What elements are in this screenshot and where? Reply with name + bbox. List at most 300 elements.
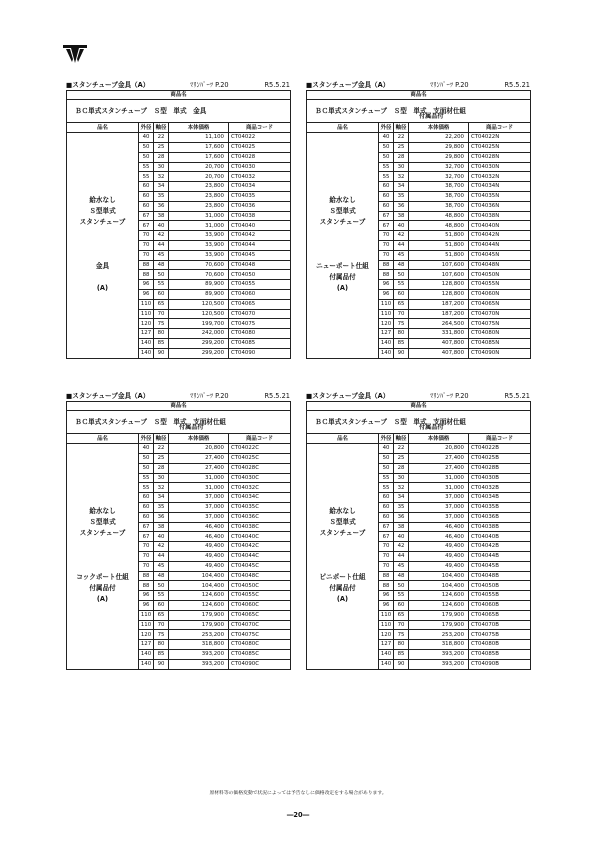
outer-diameter: 140 [379, 659, 394, 669]
description-line [68, 561, 137, 572]
price-section-2 [306, 80, 530, 359]
shaft-diameter: 42 [154, 542, 169, 552]
product-code: CT04034B [469, 493, 531, 503]
section-header [306, 391, 530, 401]
base-price: 46,400 [409, 532, 469, 542]
base-price: 20,700 [169, 162, 229, 172]
shaft-diameter: 22 [394, 133, 409, 143]
description-line: (A) [336, 284, 349, 293]
base-price: 70,600 [169, 260, 229, 270]
base-price: 264,500 [409, 319, 469, 329]
base-price: 27,400 [169, 454, 229, 464]
product-code: CT04042C [229, 542, 291, 552]
outer-diameter: 120 [379, 319, 394, 329]
outer-diameter: 88 [379, 260, 394, 270]
shaft-diameter: 55 [394, 591, 409, 601]
outer-diameter: 110 [379, 299, 394, 309]
outer-diameter: 60 [379, 512, 394, 522]
base-price: 187,200 [409, 299, 469, 309]
shaft-diameter: 30 [394, 473, 409, 483]
outer-diameter: 88 [379, 270, 394, 280]
product-code: CT04038C [229, 522, 291, 532]
base-price: 31,000 [409, 483, 469, 493]
product-code: CT04035 [229, 191, 291, 201]
product-code: CT04025N [469, 143, 531, 153]
shaft-diameter: 70 [394, 620, 409, 630]
product-code: CT04034C [229, 493, 291, 503]
outer-diameter: 120 [139, 319, 154, 329]
description-line [68, 272, 137, 283]
column-header: 外径 [139, 434, 154, 444]
shaft-diameter: 65 [394, 610, 409, 620]
shaft-diameter: 60 [394, 289, 409, 299]
product-code: CT04050N [469, 270, 531, 280]
description-line: Ｓ型単式 [329, 518, 356, 527]
shaft-diameter: 34 [154, 182, 169, 192]
shaft-diameter: 28 [154, 463, 169, 473]
product-code: CT04044C [229, 551, 291, 561]
description-line [68, 539, 137, 550]
outer-diameter: 60 [139, 191, 154, 201]
product-name-label: 商品名 [307, 402, 531, 411]
product-code: CT04025 [229, 143, 291, 153]
product-code: CT04090C [229, 659, 291, 669]
base-price: 38,700 [409, 201, 469, 211]
outer-diameter: 110 [139, 309, 154, 319]
description-line [308, 239, 377, 250]
column-header: 外径 [139, 123, 154, 133]
product-code: CT04028N [469, 152, 531, 162]
description-line [68, 250, 137, 261]
base-price: 27,400 [169, 463, 229, 473]
product-code: CT04045C [229, 561, 291, 571]
product-code: CT04085B [469, 649, 531, 659]
product-code: CT04045 [229, 250, 291, 260]
page-number: ―20― [286, 811, 310, 819]
base-price: 33,900 [169, 231, 229, 241]
shaft-diameter: 90 [394, 659, 409, 669]
product-code: CT04080N [469, 329, 531, 339]
description-line: 付属品付 [329, 273, 356, 282]
product-code: CT04030C [229, 473, 291, 483]
product-code: CT04032N [469, 172, 531, 182]
shaft-diameter: 38 [394, 522, 409, 532]
product-code: CT04035B [469, 502, 531, 512]
description-line: (A) [336, 595, 349, 604]
footer-note: 原材料等の価格変動で状況によっては予告なしに価格改定をする場合があります。 [209, 791, 387, 796]
base-price: 49,400 [169, 561, 229, 571]
price-section-1 [66, 80, 290, 359]
outer-diameter: 60 [379, 201, 394, 211]
product-code: CT04048N [469, 260, 531, 270]
base-price: 49,400 [169, 542, 229, 552]
description-line: 金具 [95, 262, 110, 271]
shaft-diameter: 32 [394, 483, 409, 493]
outer-diameter: 110 [379, 309, 394, 319]
shaft-diameter: 55 [154, 591, 169, 601]
outer-diameter: 40 [379, 133, 394, 143]
product-name [67, 411, 291, 434]
shaft-diameter: 34 [154, 493, 169, 503]
outer-diameter: 70 [139, 542, 154, 552]
product-name [67, 100, 291, 123]
price-table [306, 90, 531, 359]
base-price: 17,600 [169, 143, 229, 153]
product-code: CT04070 [229, 309, 291, 319]
product-code: CT04028C [229, 463, 291, 473]
base-price: 51,800 [409, 250, 469, 260]
product-code: CT04070B [469, 620, 531, 630]
shaft-diameter: 55 [154, 280, 169, 290]
product-name-label: 商品名 [67, 402, 291, 411]
product-code: CT04048C [229, 571, 291, 581]
shaft-diameter: 80 [154, 329, 169, 339]
price-table [306, 401, 531, 670]
base-price: 89,900 [169, 289, 229, 299]
outer-diameter: 55 [379, 172, 394, 182]
description-line: スタンチューブ [79, 529, 126, 538]
section-title: ■スタンチューブ金具（A） [66, 392, 150, 400]
shaft-diameter: 85 [154, 338, 169, 348]
outer-diameter: 70 [139, 231, 154, 241]
product-code: CT04034N [469, 182, 531, 192]
outer-diameter: 50 [139, 463, 154, 473]
outer-diameter: 127 [139, 329, 154, 339]
description-line: 給水なし [89, 196, 116, 205]
shaft-diameter: 42 [394, 542, 409, 552]
product-name-label: 商品名 [307, 91, 531, 100]
product-code: CT04044B [469, 551, 531, 561]
shaft-diameter: 25 [154, 454, 169, 464]
outer-diameter: 67 [139, 221, 154, 231]
outer-diameter: 140 [139, 659, 154, 669]
shaft-diameter: 35 [154, 191, 169, 201]
product-code: CT04055C [229, 591, 291, 601]
shaft-diameter: 36 [154, 201, 169, 211]
column-header: 本体価格 [409, 434, 469, 444]
product-code: CT04075N [469, 319, 531, 329]
base-price: 199,700 [169, 319, 229, 329]
description-line [308, 250, 377, 261]
catalog-page-ref: ﾏﾘﾝﾊﾟｰﾂ P.20 [430, 81, 469, 89]
column-header: 本体価格 [169, 123, 229, 133]
description-line [68, 550, 137, 561]
outer-diameter: 110 [139, 299, 154, 309]
shaft-diameter: 65 [394, 299, 409, 309]
shaft-diameter: 60 [394, 600, 409, 610]
outer-diameter: 60 [379, 493, 394, 503]
outer-diameter: 50 [139, 454, 154, 464]
outer-diameter: 55 [139, 473, 154, 483]
outer-diameter: 70 [379, 240, 394, 250]
outer-diameter: 96 [379, 600, 394, 610]
shaft-diameter: 30 [394, 162, 409, 172]
shaft-diameter: 28 [394, 152, 409, 162]
outer-diameter: 50 [379, 454, 394, 464]
section-title: ■スタンチューブ金具（A） [306, 81, 390, 89]
base-price: 38,700 [409, 191, 469, 201]
column-header: 軸径 [394, 123, 409, 133]
product-code: CT04085C [229, 649, 291, 659]
description-line [68, 239, 137, 250]
shaft-diameter: 90 [154, 348, 169, 358]
shaft-diameter: 35 [394, 502, 409, 512]
shaft-diameter: 42 [154, 231, 169, 241]
outer-diameter: 60 [139, 493, 154, 503]
revision-date: R5.5.21 [264, 392, 290, 400]
product-code: CT04032C [229, 483, 291, 493]
outer-diameter: 70 [139, 551, 154, 561]
description-line: 付属品付 [329, 584, 356, 593]
product-code: CT04038 [229, 211, 291, 221]
shaft-diameter: 90 [154, 659, 169, 669]
column-header: 商品コード [229, 123, 291, 133]
product-code: CT04040C [229, 532, 291, 542]
outer-diameter: 120 [139, 630, 154, 640]
revision-date: R5.5.21 [504, 81, 530, 89]
base-price: 331,800 [409, 329, 469, 339]
shaft-diameter: 50 [154, 581, 169, 591]
outer-diameter: 60 [379, 182, 394, 192]
base-price: 393,200 [169, 659, 229, 669]
catalog-page-ref: ﾏﾘﾝﾊﾟｰﾂ P.20 [430, 392, 469, 400]
product-code: CT04028B [469, 463, 531, 473]
base-price: 17,600 [169, 152, 229, 162]
description-line: Ｓ型単式 [89, 207, 116, 216]
base-price: 37,000 [409, 493, 469, 503]
product-code: CT04065B [469, 610, 531, 620]
base-price: 37,000 [409, 502, 469, 512]
outer-diameter: 96 [379, 280, 394, 290]
outer-diameter: 40 [139, 444, 154, 454]
product-code: CT04060B [469, 600, 531, 610]
outer-diameter: 60 [139, 201, 154, 211]
product-code: CT04042B [469, 542, 531, 552]
product-name [307, 100, 531, 123]
base-price: 31,000 [169, 473, 229, 483]
shaft-diameter: 40 [394, 532, 409, 542]
product-code: CT04075B [469, 630, 531, 640]
shaft-diameter: 44 [154, 551, 169, 561]
outer-diameter: 140 [139, 649, 154, 659]
shaft-diameter: 60 [154, 289, 169, 299]
shaft-diameter: 28 [394, 463, 409, 473]
base-price: 179,900 [409, 620, 469, 630]
base-price: 107,600 [409, 260, 469, 270]
base-price: 407,800 [409, 338, 469, 348]
base-price: 49,400 [409, 542, 469, 552]
shaft-diameter: 34 [394, 182, 409, 192]
outer-diameter: 50 [379, 463, 394, 473]
outer-diameter: 70 [379, 231, 394, 241]
base-price: 29,800 [409, 152, 469, 162]
base-price: 124,600 [409, 600, 469, 610]
base-price: 107,600 [409, 270, 469, 280]
outer-diameter: 55 [139, 483, 154, 493]
product-code: CT04090B [469, 659, 531, 669]
base-price: 51,800 [409, 231, 469, 241]
base-price: 179,900 [169, 610, 229, 620]
shaft-diameter: 38 [154, 211, 169, 221]
shaft-diameter: 25 [394, 454, 409, 464]
shaft-diameter: 22 [394, 444, 409, 454]
outer-diameter: 96 [139, 289, 154, 299]
outer-diameter: 60 [139, 502, 154, 512]
description-line: Ｓ型単式 [89, 518, 116, 527]
outer-diameter: 140 [139, 338, 154, 348]
base-price: 124,600 [169, 591, 229, 601]
column-header: 商品コード [229, 434, 291, 444]
outer-diameter: 50 [139, 143, 154, 153]
description-line: スタンチューブ [319, 529, 366, 538]
base-price: 120,500 [169, 299, 229, 309]
outer-diameter: 70 [139, 240, 154, 250]
base-price: 179,900 [409, 610, 469, 620]
shaft-diameter: 70 [154, 309, 169, 319]
base-price: 48,800 [409, 211, 469, 221]
product-code: CT04080 [229, 329, 291, 339]
product-code: CT04070N [469, 309, 531, 319]
base-price: 23,800 [169, 182, 229, 192]
product-code: CT04060N [469, 289, 531, 299]
shaft-diameter: 75 [394, 630, 409, 640]
outer-diameter: 55 [379, 483, 394, 493]
price-table [66, 401, 291, 670]
shaft-diameter: 35 [154, 502, 169, 512]
shaft-diameter: 50 [394, 581, 409, 591]
base-price: 299,200 [169, 348, 229, 358]
shaft-diameter: 48 [394, 571, 409, 581]
base-price: 33,900 [169, 250, 229, 260]
shaft-diameter: 42 [394, 231, 409, 241]
product-code: CT04038N [469, 211, 531, 221]
shaft-diameter: 65 [154, 299, 169, 309]
shaft-diameter: 45 [394, 250, 409, 260]
shaft-diameter: 32 [154, 172, 169, 182]
column-header: 品名 [67, 123, 139, 133]
outer-diameter: 70 [379, 542, 394, 552]
column-header: 商品コード [469, 123, 531, 133]
product-code: CT04065N [469, 299, 531, 309]
outer-diameter: 88 [139, 270, 154, 280]
shaft-diameter: 44 [394, 240, 409, 250]
base-price: 48,800 [409, 221, 469, 231]
shaft-diameter: 80 [154, 640, 169, 650]
base-price: 124,600 [409, 591, 469, 601]
base-price: 318,800 [169, 640, 229, 650]
shaft-diameter: 38 [394, 211, 409, 221]
shaft-diameter: 36 [394, 512, 409, 522]
outer-diameter: 67 [139, 211, 154, 221]
section-title: ■スタンチューブ金具（A） [306, 392, 390, 400]
product-code: CT04036N [469, 201, 531, 211]
shaft-diameter: 30 [154, 162, 169, 172]
shaft-diameter: 22 [154, 444, 169, 454]
base-price: 253,200 [169, 630, 229, 640]
outer-diameter: 60 [139, 182, 154, 192]
base-price: 299,200 [169, 338, 229, 348]
product-code: CT04030N [469, 162, 531, 172]
product-name-line2: 付属品付 [419, 113, 444, 121]
outer-diameter: 70 [139, 561, 154, 571]
product-code: CT04050C [229, 581, 291, 591]
base-price: 318,800 [409, 640, 469, 650]
base-price: 33,900 [169, 240, 229, 250]
column-header: 品名 [307, 123, 379, 133]
base-price: 20,800 [409, 444, 469, 454]
product-code: CT04028 [229, 152, 291, 162]
shaft-diameter: 48 [394, 260, 409, 270]
outer-diameter: 55 [379, 473, 394, 483]
item-description [67, 133, 139, 358]
product-code: CT04075C [229, 630, 291, 640]
product-code: CT04022 [229, 133, 291, 143]
product-code: CT04036 [229, 201, 291, 211]
base-price: 46,400 [169, 522, 229, 532]
base-price: 253,200 [409, 630, 469, 640]
product-code: CT04060C [229, 600, 291, 610]
shaft-diameter: 85 [394, 338, 409, 348]
table-row [307, 133, 531, 143]
outer-diameter: 50 [379, 143, 394, 153]
shaft-diameter: 32 [394, 172, 409, 182]
outer-diameter: 96 [379, 289, 394, 299]
outer-diameter: 96 [139, 280, 154, 290]
outer-diameter: 40 [379, 444, 394, 454]
product-code: CT04055N [469, 280, 531, 290]
outer-diameter: 88 [139, 571, 154, 581]
item-description [307, 444, 379, 669]
base-price: 37,000 [409, 512, 469, 522]
base-price: 46,400 [409, 522, 469, 532]
outer-diameter: 55 [379, 162, 394, 172]
shaft-diameter: 48 [154, 260, 169, 270]
product-code: CT04025B [469, 454, 531, 464]
shaft-diameter: 36 [154, 512, 169, 522]
base-price: 242,000 [169, 329, 229, 339]
base-price: 179,900 [169, 620, 229, 630]
outer-diameter: 140 [379, 348, 394, 358]
base-price: 20,800 [169, 444, 229, 454]
shaft-diameter: 45 [154, 561, 169, 571]
product-code: CT04085 [229, 338, 291, 348]
base-price: 29,800 [409, 143, 469, 153]
outer-diameter: 67 [379, 221, 394, 231]
catalog-page-ref: ﾏﾘﾝﾊﾟｰﾂ P.20 [190, 81, 229, 89]
section-header [306, 80, 530, 90]
column-header: 本体価格 [169, 434, 229, 444]
revision-date: R5.5.21 [264, 81, 290, 89]
description-line: スタンチューブ [79, 218, 126, 227]
product-name-line1: ＢＣ単式スタンチューブ Ｓ型 単式 支面材仕組 [315, 107, 467, 116]
outer-diameter: 140 [139, 348, 154, 358]
product-code: CT04050 [229, 270, 291, 280]
base-price: 124,600 [169, 600, 229, 610]
price-section-3 [66, 391, 290, 670]
description-line: Ｓ型単式 [329, 207, 356, 216]
product-code: CT04042 [229, 231, 291, 241]
base-price: 49,400 [169, 551, 229, 561]
outer-diameter: 88 [139, 581, 154, 591]
shaft-diameter: 30 [154, 473, 169, 483]
product-code: CT04022C [229, 444, 291, 454]
product-name-line1: ＢＣ単式スタンチューブ Ｓ型 単式 支面材仕組 [75, 418, 227, 427]
base-price: 104,400 [409, 571, 469, 581]
outer-diameter: 140 [379, 649, 394, 659]
column-header: 外径 [379, 434, 394, 444]
product-code: CT04025C [229, 454, 291, 464]
description-line: ニューポート仕組 [316, 262, 369, 271]
